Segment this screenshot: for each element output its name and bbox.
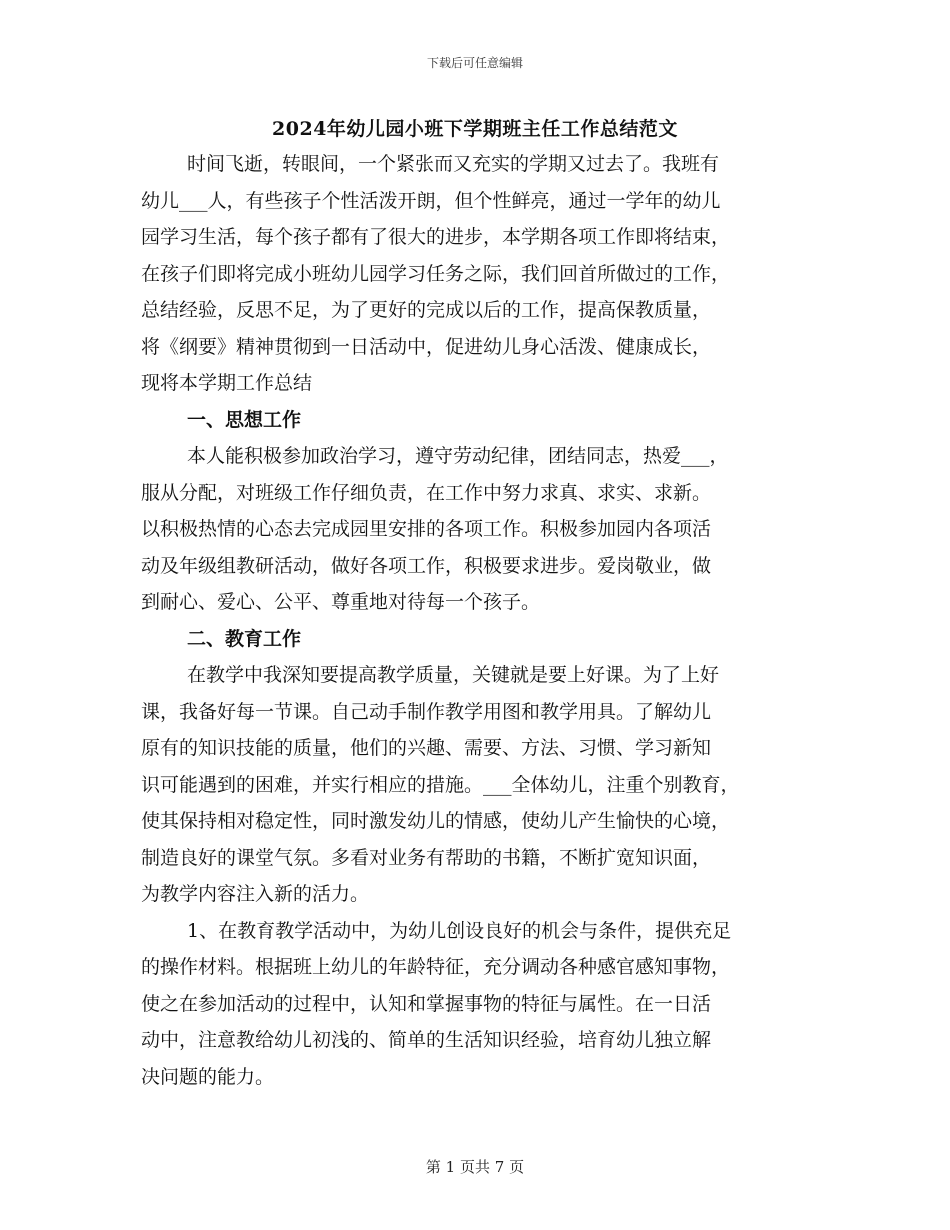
paragraph-line: 将《纲要》精神贯彻到一日活动中，促进幼儿身心活泼、健康成长，	[141, 335, 712, 358]
paragraph-line: 以积极热情的心态去完成园里安排的各项工作。积极参加园内各项活	[141, 518, 712, 540]
paragraph-line: 在教学中我深知要提高教学质量，关键就是要上好课。为了上好	[187, 664, 720, 686]
paragraph-line: 总结经验，反思不足，为了更好的完成以后的工作，提高保教质量，	[141, 299, 712, 321]
document-body	[141, 146, 821, 1095]
page-number: 第 1 页共 7 页	[425, 1158, 525, 1176]
section-heading-education: 二、教育工作	[187, 627, 302, 650]
paragraph-line: 本人能积极参加政治学习，遵守劳动纪律，团结同志，热爱___，	[187, 445, 729, 467]
paragraph-line: 原有的知识技能的质量，他们的兴趣、需要、方法、习惯、学习新知	[141, 737, 712, 759]
paragraph-line: 为教学内容注入新的活力。	[141, 883, 370, 905]
paragraph-line: 使其保持相对稳定性，同时激发幼儿的情感，使幼儿产生愉快的心境，	[141, 810, 731, 832]
document-title: 2024年幼儿园小班下学期班主任工作总结范文	[272, 118, 678, 140]
paragraph-line: 课，我备好每一节课。自己动手制作教学用图和教学用具。了解幼儿	[141, 700, 712, 723]
paragraph-line: 在孩子们即将完成小班幼儿园学习任务之际，我们回首所做过的工作，	[141, 262, 731, 285]
paragraph-line: 现将本学期工作总结	[141, 372, 313, 394]
paragraph-line: 动及年级组教研活动，做好各项工作，积极要求进步。爱岗敬业，做	[141, 554, 712, 577]
paragraph-line: 到耐心、爱心、公平、尊重地对待每一个孩子。	[141, 591, 541, 613]
paragraph-line: 1、在教育教学活动中，为幼儿创设良好的机会与条件，提供充足	[187, 919, 732, 942]
paragraph-line: 时间飞逝，转眼间，一个紧张而又充实的学期又过去了。我班有	[187, 153, 720, 175]
paragraph-line: 的操作材料。根据班上幼儿的年龄特征，充分调动各种感官感知事物，	[141, 956, 731, 978]
paragraph-line: 识可能遇到的困难，并实行相应的措施。___全体幼儿，注重个别教育，	[141, 773, 740, 796]
paragraph-line: 使之在参加活动的过程中，认知和掌握事物的特征与属性。在一日活	[141, 992, 712, 1015]
paragraph-line: 幼儿___人，有些孩子个性活泼开朗，但个性鲜亮，通过一学年的幼儿	[141, 189, 721, 212]
section-heading-thinking: 一、思想工作	[187, 408, 302, 431]
paragraph-line: 服从分配，对班级工作仔细负责，在工作中努力求真、求实、求新。	[141, 481, 712, 504]
paragraph-line: 制造良好的课堂气氛。多看对业务有帮助的书籍，不断扩宽知识面，	[141, 846, 712, 869]
paragraph-line: 园学习生活，每个孩子都有了很大的进步，本学期各项工作即将结束，	[141, 226, 731, 248]
paragraph-line: 动中，注意教给幼儿初浅的、简单的生活知识经验，培育幼儿独立解	[141, 1029, 712, 1051]
header-note: 下载后可任意编辑	[426, 56, 523, 70]
paragraph-line: 决问题的能力。	[141, 1065, 275, 1088]
